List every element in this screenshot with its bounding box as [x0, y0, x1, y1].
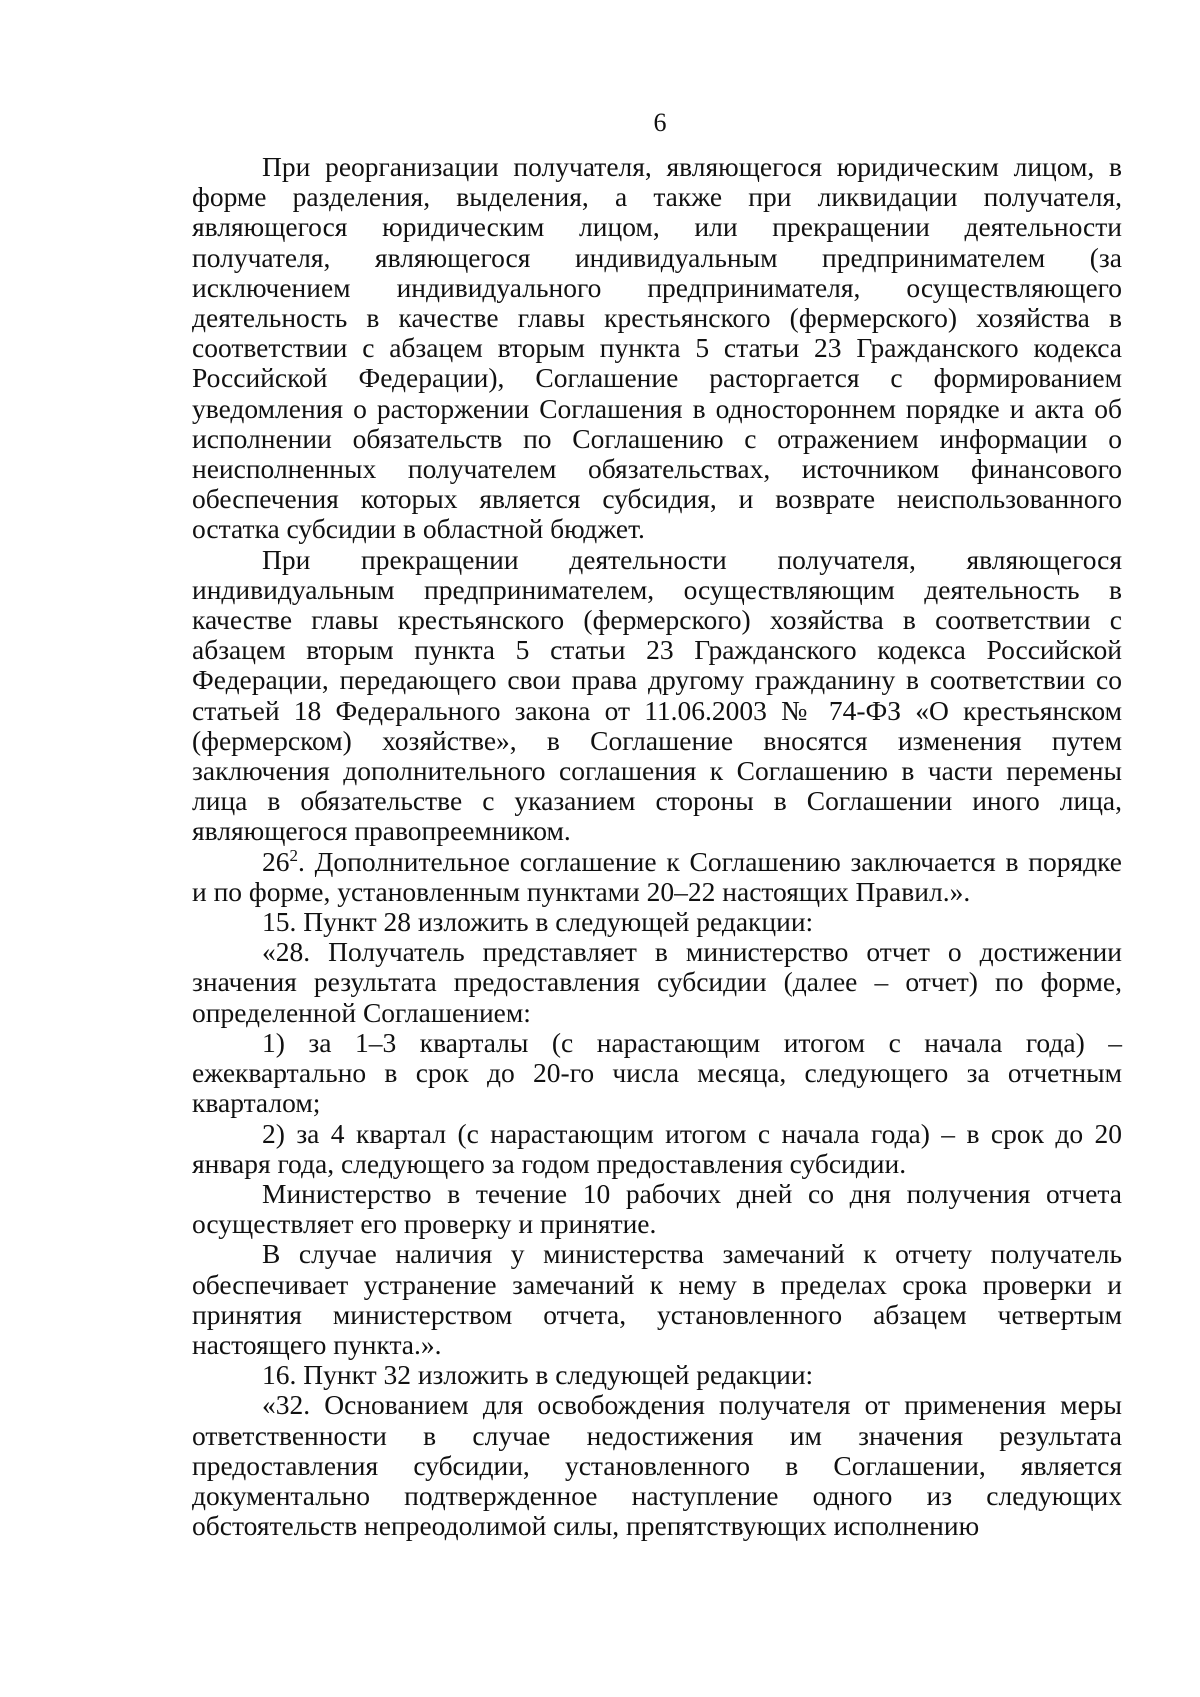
paragraph-termination: При прекращении деятельности получателя, являющегося индивидуальным предпринимателем, осуществляющим деятельность в качестве главы крестьянского (фермерского) хозяйства в соответствии с абзацем вторым пункта 5 статьи 23 Гражданского кодекса Российской Федерации, передающего свои права другому гражданину в соответствии со статьей 18 Федерального закона от 11.06.2003 № 74-ФЗ «О крестьянском (фермерском) хозяйстве», в Соглашение вносятся изменения путем заключения дополнительного соглашения к Соглашению в части перемены лица в обязательстве с указанием стороны в Соглашении иного лица, являющегося правопреемником. [192, 543, 1122, 847]
paragraph-item-16: 16. Пункт 32 изложить в следующей редакции: [262, 1359, 814, 1391]
paragraph-ministry-review: Министерство в течение 10 рабочих дней со дня получения отчета осуществляет его проверку и принятие. [192, 1177, 1122, 1240]
clause-text: . Дополнительное соглашение к Соглашению заключается в порядке и по форме, установленным пунктами 20–22 настоящих Правил.». [192, 845, 1122, 907]
paragraph-item-15: 15. Пункт 28 изложить в следующей редакции: [262, 906, 814, 938]
paragraph-clause-28-sub-1: 1) за 1–3 кварталы (с нарастающим итогом с начала года) – ежеквартально в срок до 20-го числа месяца, следующего за отчетным кварталом; [192, 1026, 1122, 1119]
paragraph-remarks: В случае наличия у министерства замечаний к отчету получатель обеспечивает устранение замечаний к нему в пределах срока проверки и принятия министерством отчета, установленного абзацем четвертым настоящего пункта.». [192, 1238, 1122, 1360]
clause-superscript: 2 [289, 845, 298, 865]
paragraph-reorganization: При реорганизации получателя, являющегося юридическим лицом, в форме разделения, выделения, а также при ликвидации получателя, являющегося юридическим лицом, или прекращении деятельности получателя, являющегося индивидуальным предпринимателем (за исключением индивидуального предпринимателя, осуществляющего деятельность в качестве главы крестьянского (фермерского) хозяйства в соответствии с абзацем вторым пункта 5 статьи 23 Гражданского кодекса Российской Федерации), Соглашение расторгается с формированием уведомления о расторжении Соглашения в одностороннем порядке и акта об исполнении обязательств по Соглашению с отражением информации о неисполненных получателем обязательствах, источником финансового обеспечения которых является субсидия, и возврате неиспользованного остатка субсидии в областной бюджет. [192, 151, 1122, 545]
document-body [192, 152, 1122, 1541]
paragraph-26-2 [192, 847, 1122, 907]
clause-number: 26 [262, 845, 290, 877]
page-number: 6 [653, 108, 667, 137]
paragraph-clause-28: «28. Получатель представляет в министерство отчет о достижении значения результата предоставления субсидии (далее – отчет) по форме, определенной Соглашением: [192, 936, 1122, 1028]
paragraph-clause-28-sub-2: 2) за 4 квартал (с нарастающим итогом с начала года) – в срок до 20 января года, следующего за годом предоставления субсидии. [192, 1117, 1122, 1179]
paragraph-clause-32: «32. Основанием для освобождения получателя от применения меры ответственности в случае недостижения им значения результата предоставления субсидии, установленного в Соглашении, является документально подтвержденное наступление одного из следующих обстоятельств непреодолимой силы, препятствующих исполнению [192, 1389, 1122, 1542]
